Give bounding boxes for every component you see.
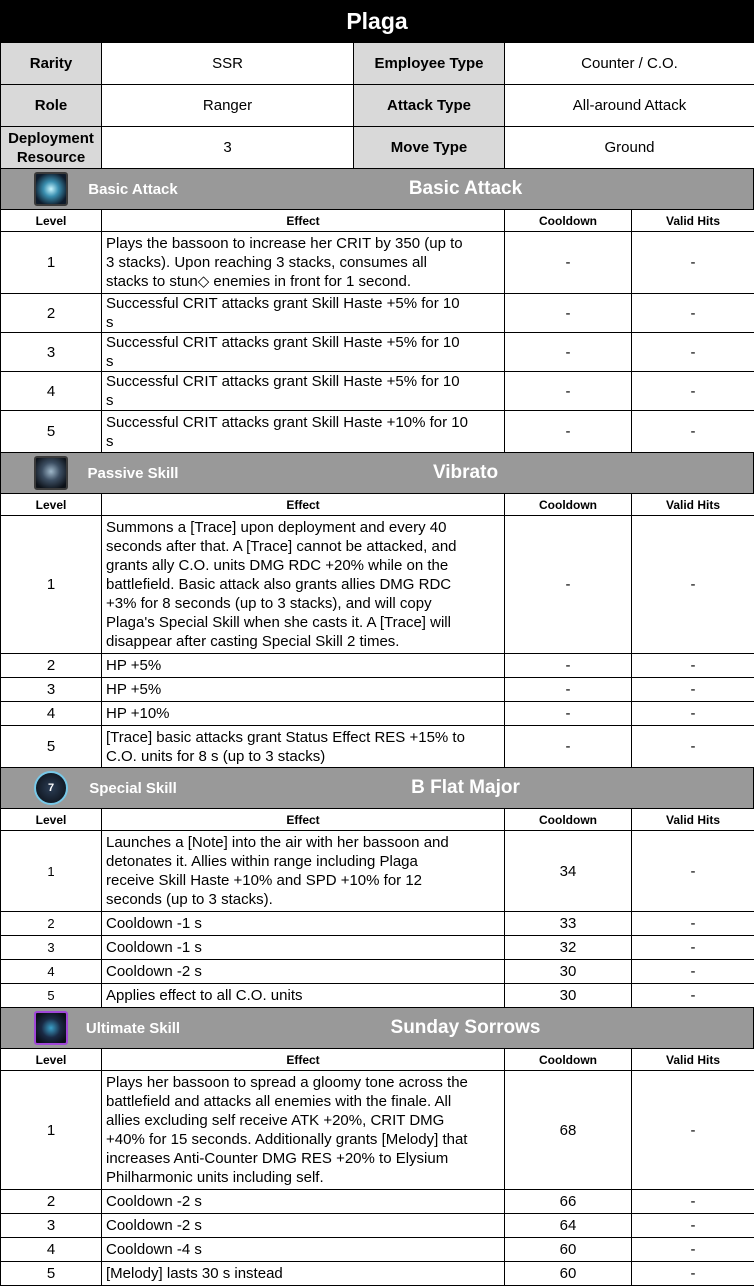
basic-skill-header: [0, 169, 754, 209]
cooldown-cell: -: [505, 333, 632, 372]
passive-skill-header: [0, 453, 754, 493]
level-cell: 2: [1, 912, 102, 936]
effect-cell: Successful CRIT attacks grant Skill Haste +10% for 10 s: [102, 411, 505, 453]
employee-type-label: Employee Type: [354, 43, 505, 85]
passive-skill-table: [0, 493, 754, 768]
table-header-row: [1, 1049, 754, 1071]
valid-hits-cell: -: [632, 294, 754, 333]
level-cell: 3: [1, 678, 102, 702]
special-skill-header: [0, 768, 754, 808]
valid-hits-cell: -: [632, 831, 754, 912]
level-cell: 2: [1, 654, 102, 678]
effect-cell: HP +10%: [102, 702, 505, 726]
effect-cell: Successful CRIT attacks grant Skill Haste +5% for 10 s: [102, 372, 505, 411]
valid-hits-header: Valid Hits: [632, 1049, 754, 1071]
table-row: [1, 936, 754, 960]
effect-cell: Summons a [Trace] upon deployment and every 40 seconds after that. A [Trace] cannot be attacked, and grants ally C.O. units DMG RDC +20% while on the battlefield. Basic attack also grants allies DMG RDC +3% for 8 seconds (up to 3 stacks), and will copy Plaga's Special Skill when she casts it. A [Trace] will disappear after casting Special Skill 2 times.: [102, 516, 505, 654]
effect-cell: Cooldown -1 s: [102, 912, 505, 936]
level-cell: 5: [1, 1262, 102, 1286]
level-cell: 3: [1, 936, 102, 960]
table-row: [1, 294, 754, 333]
special-skill-table: [0, 808, 754, 1008]
table-row: [1, 726, 754, 768]
effect-cell: Plays her bassoon to spread a gloomy tone across the battlefield and attacks all enemies with the finale. All allies excluding self receive ATK +20%, CRIT DMG +40% for 15 seconds. Additionally grants [Melody] that increases Anti-Counter DMG RES +20% to Elysium Philharmonic units including self.: [102, 1071, 505, 1190]
skill-type-label: Basic Attack: [68, 180, 198, 199]
level-cell: 1: [1, 831, 102, 912]
valid-hits-cell: -: [632, 1262, 754, 1286]
level-cell: 2: [1, 294, 102, 333]
cooldown-cell: -: [505, 411, 632, 453]
level-cell: 1: [1, 516, 102, 654]
clock-dial-icon: 7: [34, 771, 68, 805]
cooldown-cell: 60: [505, 1262, 632, 1286]
info-row: [1, 85, 754, 127]
table-row: [1, 372, 754, 411]
valid-hits-cell: -: [632, 936, 754, 960]
valid-hits-cell: -: [632, 984, 754, 1008]
cooldown-header: Cooldown: [505, 494, 632, 516]
cooldown-cell: 30: [505, 960, 632, 984]
skill-name: Sunday Sorrows: [198, 1017, 753, 1039]
effect-cell: [Trace] basic attacks grant Status Effect RES +15% to C.O. units for 8 s (up to 3 stacks): [102, 726, 505, 768]
level-cell: 5: [1, 984, 102, 1008]
cooldown-cell: 30: [505, 984, 632, 1008]
level-cell: 5: [1, 411, 102, 453]
valid-hits-header: Valid Hits: [632, 494, 754, 516]
level-cell: 1: [1, 232, 102, 294]
move-type-label: Move Type: [354, 127, 505, 169]
effect-cell: Launches a [Note] into the air with her bassoon and detonates it. Allies within range including Plaga receive Skill Haste +10% and SPD +10% for 12 seconds (up to 3 stacks).: [102, 831, 505, 912]
level-header: Level: [1, 809, 102, 831]
effect-header: Effect: [102, 210, 505, 232]
employee-type-value: Counter / C.O.: [505, 43, 754, 85]
cooldown-cell: -: [505, 232, 632, 294]
table-header-row: [1, 809, 754, 831]
valid-hits-cell: -: [632, 678, 754, 702]
skill-name: Basic Attack: [198, 178, 753, 200]
ultimate-skill-header: [0, 1008, 754, 1048]
table-row: [1, 411, 754, 453]
level-cell: 4: [1, 960, 102, 984]
level-cell: 5: [1, 726, 102, 768]
effect-cell: Cooldown -4 s: [102, 1238, 505, 1262]
valid-hits-cell: -: [632, 516, 754, 654]
level-header: Level: [1, 210, 102, 232]
rarity-label: Rarity: [1, 43, 102, 85]
role-label: Role: [1, 85, 102, 127]
attack-type-value: All-around Attack: [505, 85, 754, 127]
valid-hits-header: Valid Hits: [632, 210, 754, 232]
effect-cell: Cooldown -2 s: [102, 1214, 505, 1238]
cooldown-header: Cooldown: [505, 210, 632, 232]
table-row: [1, 912, 754, 936]
table-row: [1, 1214, 754, 1238]
table-row: [1, 678, 754, 702]
character-name: Plaga: [0, 0, 754, 42]
table-row: [1, 1071, 754, 1190]
figure-icon: [34, 456, 68, 490]
role-value: Ranger: [102, 85, 354, 127]
valid-hits-cell: -: [632, 912, 754, 936]
level-cell: 3: [1, 333, 102, 372]
effect-header: Effect: [102, 809, 505, 831]
table-row: [1, 831, 754, 912]
effect-cell: Successful CRIT attacks grant Skill Haste +5% for 10 s: [102, 333, 505, 372]
valid-hits-cell: -: [632, 232, 754, 294]
valid-hits-cell: -: [632, 333, 754, 372]
table-row: [1, 333, 754, 372]
cooldown-cell: -: [505, 678, 632, 702]
table-row: [1, 960, 754, 984]
level-cell: 2: [1, 1190, 102, 1214]
basic-skill-table: [0, 209, 754, 453]
effect-cell: Cooldown -1 s: [102, 936, 505, 960]
valid-hits-cell: -: [632, 372, 754, 411]
attack-type-label: Attack Type: [354, 85, 505, 127]
valid-hits-cell: -: [632, 702, 754, 726]
skill-type-label: Passive Skill: [68, 464, 198, 483]
info-row: [1, 43, 754, 85]
cooldown-cell: 66: [505, 1190, 632, 1214]
cooldown-cell: -: [505, 516, 632, 654]
effect-cell: HP +5%: [102, 654, 505, 678]
valid-hits-cell: -: [632, 1238, 754, 1262]
rarity-value: SSR: [102, 43, 354, 85]
cooldown-cell: -: [505, 654, 632, 678]
valid-hits-cell: -: [632, 726, 754, 768]
effect-cell: Cooldown -2 s: [102, 960, 505, 984]
valid-hits-cell: -: [632, 960, 754, 984]
effect-cell: Successful CRIT attacks grant Skill Haste +5% for 10 s: [102, 294, 505, 333]
cooldown-cell: -: [505, 294, 632, 333]
level-cell: 4: [1, 372, 102, 411]
effect-cell: [Melody] lasts 30 s instead: [102, 1262, 505, 1286]
level-cell: 4: [1, 702, 102, 726]
valid-hits-header: Valid Hits: [632, 809, 754, 831]
skill-name: Vibrato: [198, 462, 753, 484]
skill-name: B Flat Major: [198, 777, 753, 799]
table-row: [1, 516, 754, 654]
table-header-row: [1, 210, 754, 232]
cooldown-cell: 68: [505, 1071, 632, 1190]
table-row: [1, 654, 754, 678]
cooldown-cell: 33: [505, 912, 632, 936]
deployment-label: Deployment Resource: [1, 127, 102, 169]
info-row: [1, 127, 754, 169]
table-row: [1, 1238, 754, 1262]
table-row: [1, 1190, 754, 1214]
cooldown-cell: 32: [505, 936, 632, 960]
ultimate-skill-table: [0, 1048, 754, 1286]
cooldown-cell: -: [505, 702, 632, 726]
cooldown-header: Cooldown: [505, 809, 632, 831]
effect-header: Effect: [102, 494, 505, 516]
effect-cell: HP +5%: [102, 678, 505, 702]
level-cell: 1: [1, 1071, 102, 1190]
info-table: [0, 42, 754, 169]
valid-hits-cell: -: [632, 1190, 754, 1214]
valid-hits-cell: -: [632, 411, 754, 453]
table-header-row: [1, 494, 754, 516]
level-cell: 3: [1, 1214, 102, 1238]
valid-hits-cell: -: [632, 654, 754, 678]
table-row: [1, 702, 754, 726]
table-row: [1, 232, 754, 294]
level-header: Level: [1, 1049, 102, 1071]
skill-type-label: Ultimate Skill: [68, 1019, 198, 1038]
cooldown-cell: -: [505, 372, 632, 411]
valid-hits-cell: -: [632, 1071, 754, 1190]
level-header: Level: [1, 494, 102, 516]
cooldown-cell: 60: [505, 1238, 632, 1262]
table-row: [1, 984, 754, 1008]
portrait-icon: [34, 1011, 68, 1045]
level-cell: 4: [1, 1238, 102, 1262]
skill-type-label: Special Skill: [68, 779, 198, 798]
effect-cell: Applies effect to all C.O. units: [102, 984, 505, 1008]
cooldown-cell: 64: [505, 1214, 632, 1238]
cooldown-cell: -: [505, 726, 632, 768]
effect-cell: Plays the bassoon to increase her CRIT by 350 (up to 3 stacks). Upon reaching 3 stacks, consumes all stacks to stun◇ enemies in front for 1 second.: [102, 232, 505, 294]
cooldown-cell: 34: [505, 831, 632, 912]
move-type-value: Ground: [505, 127, 754, 169]
cooldown-header: Cooldown: [505, 1049, 632, 1071]
effect-cell: Cooldown -2 s: [102, 1190, 505, 1214]
deployment-value: 3: [102, 127, 354, 169]
sonic-burst-icon: [34, 172, 68, 206]
valid-hits-cell: -: [632, 1214, 754, 1238]
effect-header: Effect: [102, 1049, 505, 1071]
table-row: [1, 1262, 754, 1286]
